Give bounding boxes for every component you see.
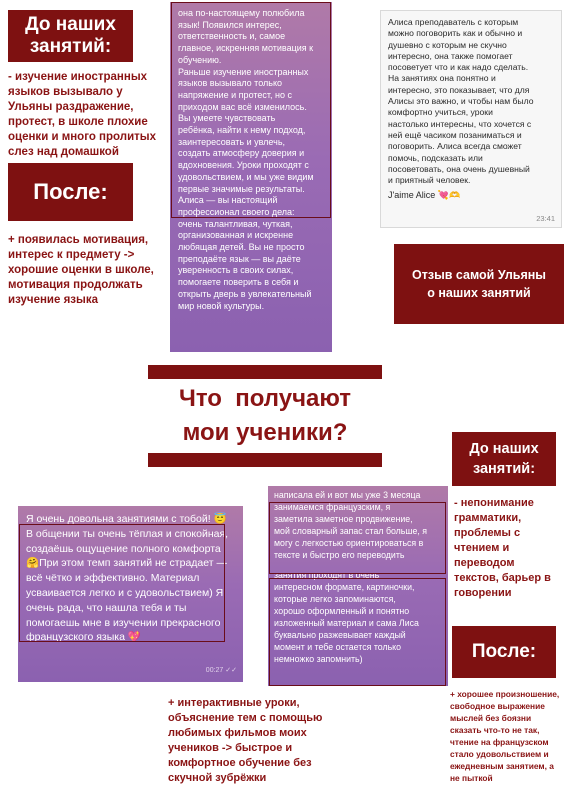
- before-heading-bottom: [452, 432, 556, 486]
- chat-bottom-left-time: 00:27 ✓✓: [205, 667, 237, 675]
- chat-line: интересном формате, картиночки,: [274, 582, 415, 593]
- before-text-bottom: - непонимание грамматики, проблемы с чтением и переводом текстов, барьер в говорении: [454, 497, 551, 599]
- after-heading-top: [8, 163, 133, 221]
- chat-line: приходом вас всё изменилось.: [178, 101, 307, 112]
- before-heading-bottom-label: До наших занятий:: [469, 441, 539, 477]
- review-line: и приятный человек.: [388, 175, 471, 186]
- before-heading-top: [8, 10, 133, 62]
- review-line: настолько интересны, что хочется с: [388, 118, 532, 129]
- chat-line: заметила заметное продвижение,: [274, 513, 413, 524]
- chat-line: ребёнка, найти к нему подход,: [178, 125, 306, 136]
- chat-line: могу с легкостью ориентироваться в: [274, 537, 424, 548]
- center-title-line1: Что получают: [178, 385, 352, 412]
- chat-line: занимаемся французским, я: [274, 501, 391, 512]
- chat-line: момент и тебе остается только: [274, 641, 402, 652]
- review-line: поговорить. Алиса всегда сможет: [388, 141, 522, 152]
- review-line: Алисы это важно, и чтобы нам было: [388, 96, 534, 107]
- review-time: 23:41: [536, 213, 555, 223]
- chat-line: обучению.: [178, 54, 222, 65]
- center-banner-bottom-bar: [148, 453, 382, 467]
- bottom-center-text: + интерактивные уроки, объяснение тем с помощью любимых фильмов моих учеников -> быстрое и комфортное обучение без скучной зубрёжки: [168, 697, 323, 784]
- review-card: [380, 10, 562, 228]
- chat-line: немножко запомнить): [274, 653, 363, 664]
- chat-line: вдохновения. Уроки проходят с: [178, 160, 309, 171]
- chat-line: главное, искренняя мотивация к: [178, 43, 314, 54]
- before-text-top: - изучение иностранных языков вызывало у Ульяны раздражение, протест, в школе плохие оценки и много пролитых слез над домашкой: [8, 71, 156, 158]
- review-line: интересно, это показывает, что для: [388, 84, 530, 95]
- chat-line: открыть дверь в увлекательный: [178, 288, 312, 299]
- chat-line: изложенный материал и сама Лиса: [274, 617, 419, 628]
- center-banner-top-bar: [148, 365, 382, 379]
- review-message: [388, 17, 554, 186]
- chat-line: написала ей и вот мы уже 3 месяца: [274, 490, 421, 500]
- highlight-frame-bottom-left: [19, 524, 225, 642]
- after-text-bottom: + хорошее произношение, свободное выражение мыслей без боязни сказать что-то не так, чтение на французском стало удовольствием и ежедневным занятием, а не пыткой: [450, 689, 560, 783]
- review-line: посоветует что и как надо сделать.: [388, 62, 529, 73]
- chat-line: Вы умеете чувствовать: [178, 113, 276, 124]
- before-heading-top-label: До наших занятий:: [25, 14, 116, 57]
- chat-line: профессионал своего дела:: [178, 206, 295, 217]
- chat-line: мой словарный запас стал больше, я: [274, 525, 427, 536]
- chat-line: заинтересовать и увлечь,: [178, 136, 286, 147]
- chat-bottom-left-message: Я очень довольна занятиями с тобой! 😇 В общении ты очень тёплая и спокойная, создаёшь ощущение полного комфорта 🤗При этом темп занятий не страдает — всё чётко и эффективно. Материал усваивается легко и с удовольствием) Я очень рада, что нашла тебя и ты помогаешь мне в изучении прекрасного французского языка 💖: [26, 513, 229, 644]
- review-line: помочь, подсказать или: [388, 152, 483, 163]
- after-heading-bottom: [452, 626, 556, 678]
- chat-line: очень талантливая, чуткая,: [178, 218, 293, 229]
- review-line: Алиса преподаватель с которым: [388, 17, 519, 27]
- chat-line: ответственность и, самое: [178, 31, 286, 42]
- review-line: можно поговорить как и обычно и: [388, 28, 523, 39]
- review-line: интересно, она также помогает: [388, 50, 513, 61]
- chat-line: мир новой культуры.: [178, 300, 265, 311]
- chat-line: организованная и искренне: [178, 230, 294, 241]
- chat-line: напряжение и протест, но с: [178, 89, 292, 100]
- review-signature: J'aime Alice 💘🫶: [388, 190, 461, 201]
- chat-line: буквально разжевывает каждый: [274, 629, 406, 640]
- chat-line: хорошо оформленный и понятно: [274, 605, 410, 616]
- center-title: [148, 382, 382, 450]
- chat-line: языков вызывало только: [178, 78, 282, 89]
- review-line: комфортно учиться, уроки: [388, 107, 493, 118]
- after-heading-bottom-label: После:: [471, 641, 537, 662]
- chat-line: занятия проходят в очень: [274, 570, 380, 581]
- chat-line: любящая детей. Вы не просто: [178, 242, 305, 253]
- after-text-top: + появилась мотивация, интерес к предмету -> хорошие оценки в школе, мотивация продолжать изучение языка: [8, 234, 154, 306]
- chat-line: помогаете поверить в себя и: [178, 277, 299, 288]
- center-title-line2: мои ученики?: [182, 419, 348, 446]
- chat-line: которые легко запоминаются,: [274, 594, 396, 605]
- after-heading-top-label: После:: [33, 179, 108, 204]
- chat-line: первые значимые результаты.: [178, 183, 305, 194]
- chat-line: Раньше изучение иностранных: [178, 66, 309, 77]
- highlight-frame-top: [171, 2, 331, 218]
- chat-line: уверенность в своих силах,: [178, 265, 294, 276]
- review-line: ней ещё часиком позаниматься и: [388, 129, 522, 140]
- review-line: На занятиях она понятно и: [388, 73, 496, 84]
- highlight-frame-bottom-mid-1: [269, 502, 446, 574]
- review-line: душевно с которым не скучно: [388, 39, 507, 50]
- review-line: посоветовать, она очень душевный: [388, 163, 530, 174]
- chat-line: создать атмосферу доверия и: [178, 148, 305, 159]
- chat-line: тексте и быстро его переводить: [274, 549, 405, 560]
- review-label: [394, 244, 564, 324]
- chat-line: удовольствием, и мы уже видим: [178, 171, 314, 182]
- review-label-text: Отзыв самой Ульяны о наших занятий: [412, 268, 546, 300]
- chat-line: преподаёте язык — вы даёте: [178, 253, 301, 264]
- chat-line: язык! Появился интерес,: [178, 19, 282, 30]
- chat-line: Алиса — вы настоящий: [178, 195, 278, 206]
- highlight-frame-bottom-mid-2: [269, 578, 446, 686]
- chat-line: она по-настоящему полюбила: [178, 8, 305, 18]
